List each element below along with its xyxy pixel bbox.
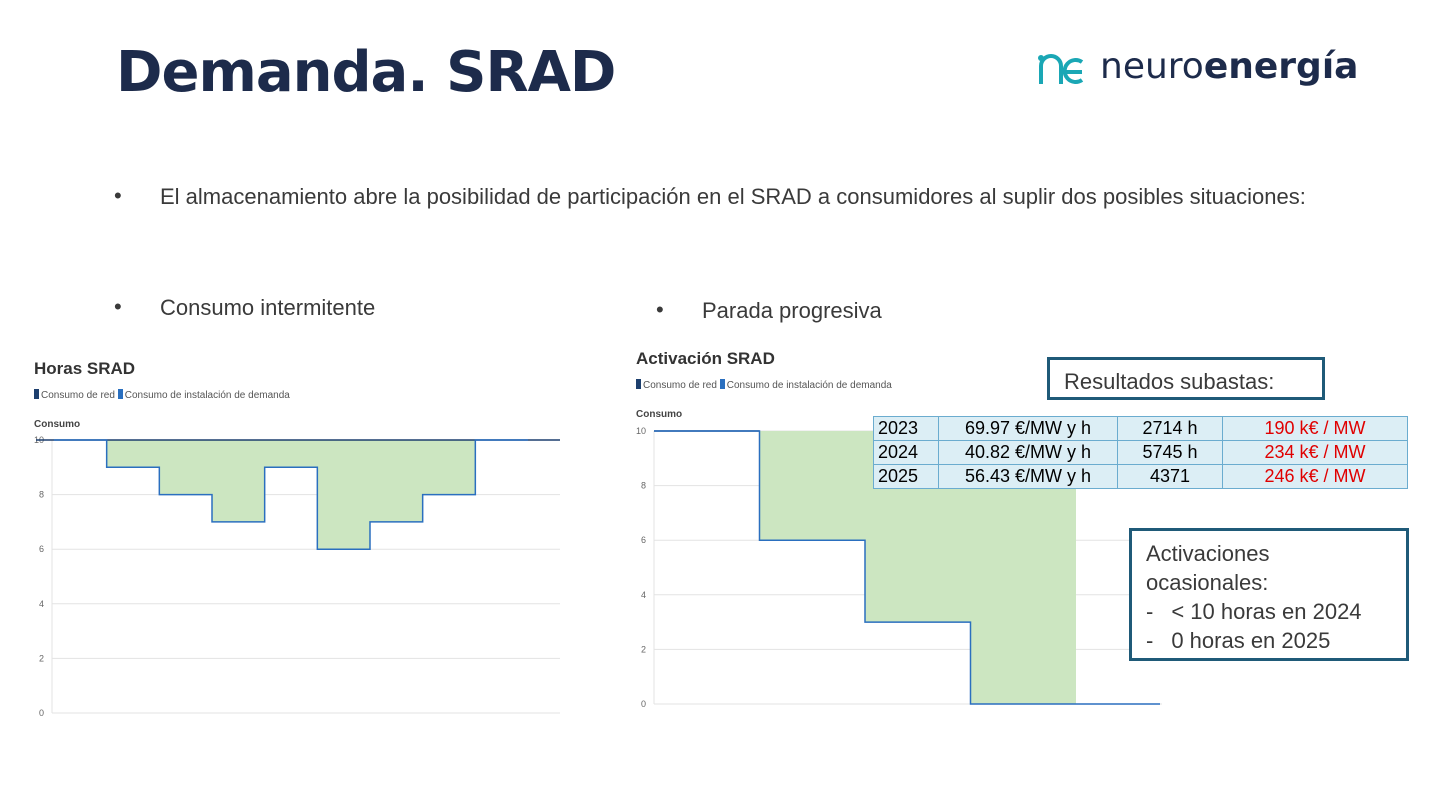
- item-marker: -: [1146, 599, 1154, 624]
- left-chart: [30, 430, 570, 725]
- ne-logo-icon: [1038, 50, 1086, 86]
- left-chart-legend: [34, 389, 290, 401]
- results-table: [873, 416, 1408, 489]
- legend-swatch: [636, 379, 641, 389]
- activations-box: [1129, 528, 1409, 661]
- y-tick-label: 4: [640, 589, 646, 600]
- right-chart-ylabel: Consumo: [636, 409, 683, 420]
- y-tick-label: 4: [38, 598, 44, 609]
- legend-swatch: [34, 389, 39, 399]
- table-cell-price: 40.82 €/MW y h: [939, 441, 1118, 465]
- right-chart-legend: [636, 379, 892, 391]
- item-marker: -: [1146, 628, 1154, 653]
- bullet-dot: •: [114, 294, 122, 319]
- table-cell-price: 69.97 €/MW y h: [939, 417, 1118, 441]
- results-box: [1047, 357, 1325, 400]
- table-cell-hours: 2714 h: [1118, 417, 1223, 441]
- legend-label: Consumo de red: [41, 390, 115, 401]
- intro-bullet-text: El almacenamiento abre la posibilidad de participación en el SRAD a consumidores al suplir dos posibles situaciones:: [160, 184, 1306, 209]
- legend-item: [34, 390, 115, 401]
- y-tick-label: 2: [640, 644, 646, 655]
- left-chart-ylabel: Consumo: [34, 419, 81, 430]
- page-title: Demanda. SRAD: [116, 40, 616, 105]
- logo-text-bold: energía: [1203, 46, 1359, 87]
- table-cell-revenue: 190 k€ / MW: [1223, 417, 1408, 441]
- table-cell-hours: 4371: [1118, 465, 1223, 489]
- right-chart-title: Activación SRAD: [636, 349, 775, 368]
- legend-swatch: [720, 379, 725, 389]
- table-cell-revenue: 234 k€ / MW: [1223, 441, 1408, 465]
- y-tick-label: 2: [38, 653, 44, 664]
- y-tick-label: 6: [38, 544, 44, 555]
- activations-heading-2: ocasionales:: [1146, 570, 1269, 595]
- y-tick-label: 0: [640, 699, 646, 709]
- right-bullet-text: Parada progresiva: [702, 298, 882, 323]
- legend-item: [118, 390, 290, 401]
- y-tick-label: 8: [640, 480, 646, 491]
- y-tick-label: 0: [38, 708, 44, 718]
- table-cell-year: 2024: [874, 441, 939, 465]
- neuroenergia-logo: [1038, 46, 1368, 92]
- left-bullet: [114, 294, 514, 324]
- table-row: [874, 441, 1408, 465]
- right-bullet: [656, 297, 1056, 327]
- bullet-dot: •: [656, 297, 664, 322]
- activations-item: [1146, 626, 1406, 655]
- left-chart-title: Horas SRAD: [34, 359, 136, 378]
- table-cell-revenue: 246 k€ / MW: [1223, 465, 1408, 489]
- table-cell-year: 2023: [874, 417, 939, 441]
- table-cell-year: 2025: [874, 465, 939, 489]
- legend-item: [636, 380, 717, 391]
- table-row: [874, 417, 1408, 441]
- legend-label: Consumo de instalación de demanda: [124, 390, 290, 401]
- legend-label: Consumo de red: [643, 380, 717, 391]
- legend-item: [720, 380, 892, 391]
- table-row: [874, 465, 1408, 489]
- results-box-label: Resultados subastas:: [1064, 369, 1275, 394]
- y-tick-label: 8: [38, 489, 44, 500]
- table-cell-price: 56.43 €/MW y h: [939, 465, 1118, 489]
- legend-label: Consumo de instalación de demanda: [726, 380, 892, 391]
- y-tick-label: 10: [635, 426, 646, 436]
- logo-text-light: neuro: [1100, 46, 1204, 87]
- item-text: 0 horas en 2025: [1171, 628, 1331, 653]
- activations-item: [1146, 597, 1406, 626]
- activations-heading-1: Activaciones: [1146, 541, 1270, 566]
- bullet-dot: •: [114, 183, 122, 208]
- legend-swatch: [118, 389, 123, 399]
- logo-wordmark: [1100, 46, 1358, 87]
- left-bullet-text: Consumo intermitente: [160, 295, 376, 320]
- y-tick-label: 10: [33, 435, 44, 445]
- item-text: < 10 horas en 2024: [1171, 599, 1362, 624]
- y-tick-label: 6: [640, 535, 646, 546]
- intro-bullet: [114, 183, 1354, 243]
- table-cell-hours: 5745 h: [1118, 441, 1223, 465]
